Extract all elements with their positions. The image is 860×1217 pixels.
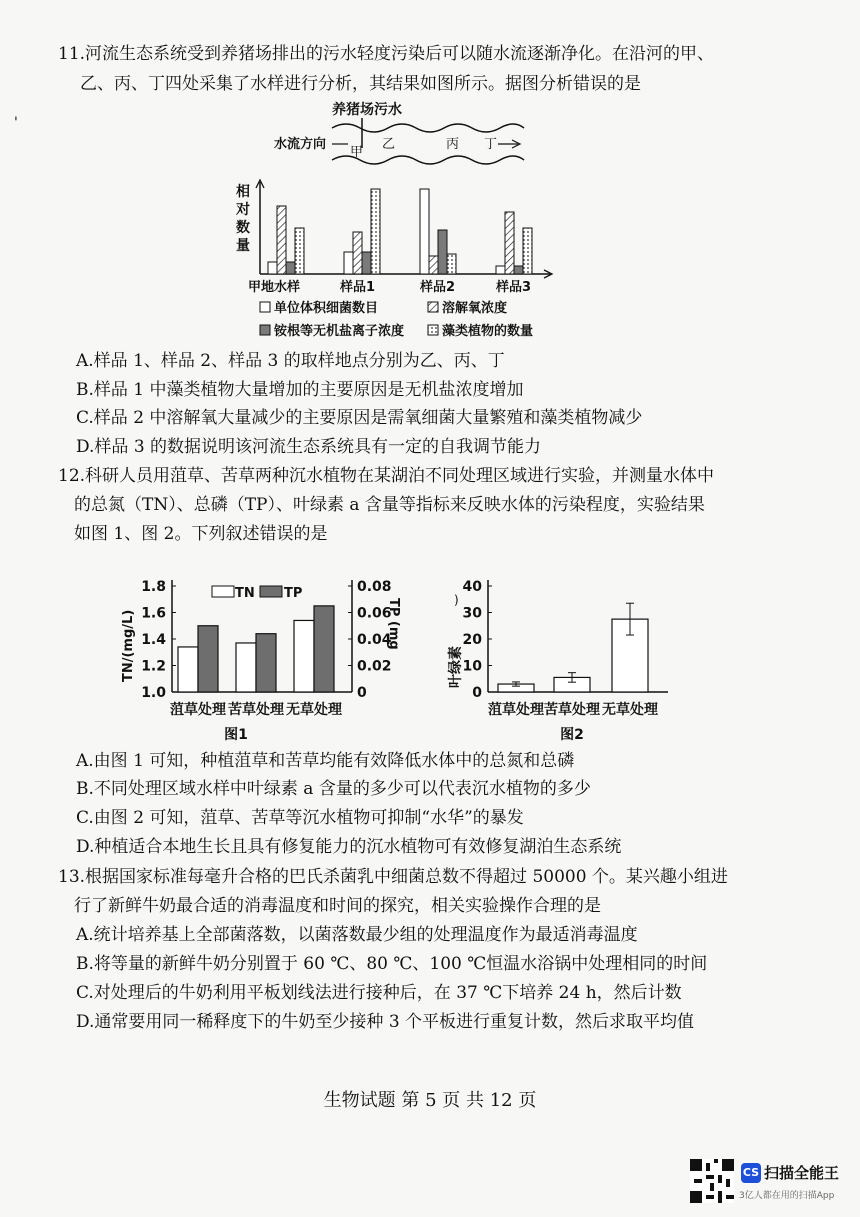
fig1-bar-tp (198, 626, 218, 692)
q11-legend-swatch (428, 325, 438, 335)
q13-option-a: A.统计培养基上全部菌落数，以菌落数最少组的处理温度作为最适消毒温度 (76, 925, 638, 945)
q11-bar (344, 252, 353, 274)
q12-option-a: A.由图 1 可知，种植菹草和苦草均能有效降低水体中的总氮和总磷 (76, 751, 575, 771)
q12-option-b: B.不同处理区域水样中叶绿素 a 含量的多少可以代表沉水植物的多少 (76, 779, 591, 799)
fig2-tick-label: 40 (462, 579, 482, 595)
q11-river-diagram (270, 100, 530, 170)
fig2-caption: 图2 (560, 727, 584, 743)
q11-bar (371, 189, 380, 274)
q11-option-c: C.样品 2 中溶解氧大量减少的主要原因是需氧细菌大量繁殖和藻类植物减少 (76, 408, 643, 428)
fig1-y-right-label: TP (mg (386, 598, 401, 650)
fig1-left-tick-label: 1.4 (141, 632, 166, 648)
fig1-right-tick-label: 0.04 (357, 632, 392, 648)
flow-direction-label: 水流方向 (274, 137, 327, 152)
fig1-left-tick-label: 1.0 (141, 685, 166, 701)
margin-mark: ' (14, 115, 18, 131)
fig1-bar-tn (178, 647, 198, 692)
q11-bar (420, 189, 429, 274)
fig1-x-label: 苦草处理 (228, 702, 284, 718)
q11-bar (505, 212, 514, 274)
fig1-right-tick-label: 0.02 (357, 658, 392, 675)
q11-bar (353, 232, 362, 274)
fig1-bar-tn (236, 643, 256, 692)
site-yi: 乙 (382, 137, 396, 152)
q11-bar-chart (230, 178, 570, 343)
q11-x-label: 甲地水样 (248, 280, 301, 295)
site-jia: 甲 (350, 145, 364, 160)
fig2-x-label: 菹草处理 (488, 702, 544, 718)
q11-legend-label: 单位体积细菌数目 (274, 301, 379, 316)
q11-bar (514, 266, 523, 274)
fig1-legend-tn-swatch (212, 586, 234, 597)
q11-bar (523, 228, 532, 274)
q12-stem-line1: 12.科研人员用菹草、苦草两种沉水植物在某湖泊不同处理区域进行实验，并测量水体中 (58, 466, 715, 486)
fig2-tick-label: 0 (472, 685, 482, 701)
scanner-app-name: 扫描全能王 (764, 1164, 840, 1182)
q11-bar (268, 262, 277, 274)
q11-ylabel-char: 对 (236, 202, 250, 218)
q11-legend-label: 藻类植物的数量 (442, 324, 534, 339)
fig1-bar-tp (314, 606, 334, 692)
q11-option-d: D.样品 3 的数据说明该河流生态系统具有一定的自我调节能力 (76, 437, 542, 457)
q11-bar (429, 256, 438, 274)
q12-option-d: D.种植适合本地生长且具有修复能力的沉水植物可有效修复湖泊生态系统 (76, 837, 622, 857)
fig1-legend-tp-label: TP (284, 586, 303, 601)
q11-stem-line2: 乙、丙、丁四处采集了水样进行分析，其结果如图所示。据图分析错误的是 (80, 74, 641, 94)
fig1-caption: 图1 (224, 727, 248, 743)
fig2-tick-label: 20 (462, 632, 482, 648)
q11-x-label: 样品3 (496, 280, 532, 295)
fig1-right-tick-label: 0 (357, 685, 367, 701)
q13-option-c: C.对处理后的牛奶利用平板划线法进行接种后，在 37 ℃下培养 24 h，然后计数 (76, 983, 682, 1003)
fig1-y-left-label: TN/(mg/L) (121, 609, 136, 682)
q11-ylabel-char: 相 (236, 184, 250, 200)
fig1-x-label: 无草处理 (286, 702, 342, 718)
q13-stem-line1: 13.根据国家标准每毫升合格的巴氏杀菌乳中细菌总数不得超过 50000 个。某兴趣小组进 (58, 867, 728, 887)
q11-x-label: 样品2 (420, 280, 456, 295)
q11-legend-swatch (260, 325, 270, 335)
fig1-left-tick-label: 1.6 (141, 605, 166, 622)
q11-legend-label: 铵根等无机盐离子浓度 (274, 324, 405, 339)
q11-bar (286, 262, 295, 274)
q11-bar (496, 266, 505, 274)
q11-bar (447, 254, 456, 274)
q11-option-b: B.样品 1 中藻类植物大量增加的主要原因是无机盐浓度增加 (76, 380, 524, 400)
fig1-left-tick-label: 1.2 (141, 658, 166, 675)
fig1-legend-tp-swatch (260, 586, 282, 597)
fig2-tick-label: 30 (462, 605, 482, 622)
scanner-app-tagline: 3亿人都在用的扫描App (739, 1191, 835, 1201)
cs-logo-icon: CS (741, 1163, 761, 1183)
site-ding: 丁 (484, 137, 498, 152)
fig1-chart (112, 568, 402, 743)
fig2-chart (440, 568, 680, 743)
q11-legend-swatch (428, 302, 438, 312)
q13-stem-line2: 行了新鲜牛奶最合适的消毒温度和时间的探究，相关实验操作合理的是 (74, 896, 601, 916)
q11-stem-line1: 11.河流生态系统受到养猪场排出的污水轻度污染后可以随水流逐渐净化。在沿河的甲、 (58, 44, 715, 64)
q12-stem-line2: 的总氮（TN）、总磷（TP）、叶绿素 a 含量等指标来反映水体的污染程度，实验结果 (74, 495, 705, 515)
fig2-x-label: 无草处理 (602, 702, 658, 718)
q12-option-c: C.由图 2 可知，菹草、苦草等沉水植物可抑制“水华”的暴发 (76, 808, 524, 828)
fig1-x-label: 菹草处理 (170, 702, 226, 718)
fig2-y-label: 叶绿素 (448, 646, 464, 688)
q11-x-label: 样品1 (340, 280, 376, 295)
q11-legend-swatch (260, 302, 270, 312)
q11-bar (438, 230, 447, 274)
fig1-left-tick-label: 1.8 (141, 579, 166, 595)
q13-option-d: D.通常要用同一稀释度下的牛奶至少接种 3 个平板进行重复计数，然后求取平均值 (76, 1012, 695, 1032)
fig2-tick-label: 10 (462, 658, 482, 675)
q11-bar (362, 252, 371, 274)
fig1-legend-tn-label: TN (235, 586, 255, 601)
fig1-bar-tp (256, 634, 276, 692)
q11-bar (295, 228, 304, 274)
fig2-y-paren: ) (454, 593, 459, 607)
page-footer: 生物试题 第 5 页 共 12 页 (323, 1090, 537, 1111)
fig1-bar-tn (294, 620, 314, 692)
q12-stem-line3: 如图 1、图 2。下列叙述错误的是 (74, 524, 328, 544)
fig1-right-tick-label: 0.08 (357, 579, 392, 595)
q11-bar (277, 206, 286, 274)
pig-farm-label: 养猪场污水 (332, 102, 402, 118)
fig1-right-tick-label: 0.06 (357, 605, 392, 622)
q11-legend-label: 溶解氧浓度 (442, 301, 508, 316)
qr-code-icon (690, 1159, 734, 1203)
q11-ylabel-char: 量 (236, 238, 250, 254)
q13-option-b: B.将等量的新鲜牛奶分别置于 60 ℃、80 ℃、100 ℃恒温水浴锅中处理相同的时间 (76, 954, 708, 974)
fig2-x-label: 苦草处理 (544, 702, 600, 718)
site-bing: 丙 (446, 137, 460, 152)
q11-option-a: A.样品 1、样品 2、样品 3 的取样地点分别为乙、丙、丁 (76, 351, 505, 371)
q11-ylabel-char: 数 (236, 220, 250, 236)
q11-y-axis-label (235, 183, 250, 254)
